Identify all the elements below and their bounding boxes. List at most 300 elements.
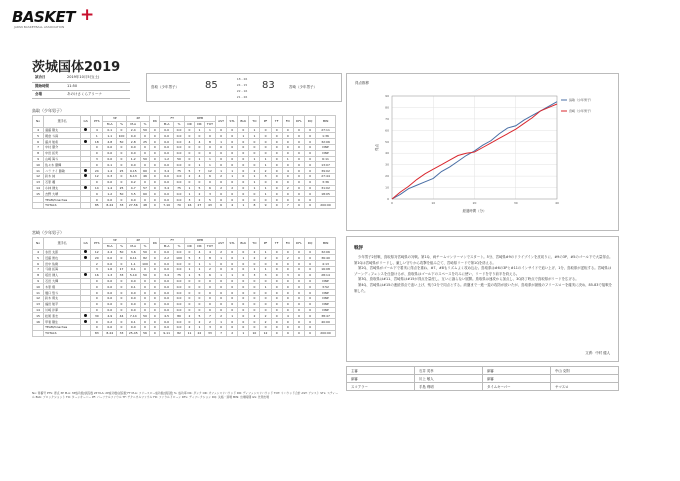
cell-or: 0 (185, 278, 195, 284)
cell-dk: 0 (150, 330, 160, 336)
cell-stl: 0 (227, 144, 238, 150)
cell-or: 0 (185, 284, 195, 290)
official-name: 手島 利明 (415, 383, 483, 391)
cell-tot: 0 (204, 307, 215, 313)
cell-no (33, 330, 44, 336)
cell-ast: 0 (215, 162, 226, 168)
cell-dq: 0 (304, 139, 315, 145)
commentary-paragraph: 少年男子2回戦、鳥取県対宮崎県の対戦。第1Q、両チームマンツーマンでスタート。5分、宮崎県#9のドライブインを皮切りに、#9の3P、#5のゴール下で大量得点。第1Qは宮崎県がリードし、厳しい守りから攻撃を組み立て、宮崎県リードで第1Qを終える。 (354, 255, 613, 265)
cell-dfl: 0 (293, 319, 304, 325)
cell-no: 11 (33, 290, 44, 296)
y-tick-label: 70 (385, 116, 389, 121)
cell-fd: 2 (282, 185, 293, 191)
cell-or: 0 (185, 290, 195, 296)
cell-to: 0 (249, 144, 260, 150)
cell-g2p: 25 (140, 139, 150, 145)
cell-dk: 0 (150, 290, 160, 296)
cell-tot: 33 (204, 330, 215, 336)
cell-pts: 0 (91, 284, 103, 290)
col-dfl: DFL (293, 116, 304, 128)
cell-tot: 8 (204, 255, 215, 261)
cell-dr: 3 (194, 255, 204, 261)
cell-dk: 0 (150, 133, 160, 139)
cell-ast: 0 (215, 197, 226, 203)
cell-stl: 2 (227, 330, 238, 336)
cell-to: 0 (249, 307, 260, 313)
col-3p-ma: M-A (103, 243, 117, 249)
cell-g3: 0-0 (103, 290, 117, 296)
cell-pts: 0 (91, 197, 103, 203)
cell-blk: 0 (238, 197, 249, 203)
cell-dfl: 0 (293, 301, 304, 307)
cell-dfl: 0 (293, 202, 304, 208)
col-2p-ma: M-A (126, 121, 140, 127)
cell-pf: 1 (260, 249, 271, 255)
cell-stl: 0 (227, 133, 238, 139)
col-or: OR (185, 243, 195, 249)
cell-pts: 16 (91, 272, 103, 278)
cell-g3p: 0 (117, 127, 127, 133)
cell-tot: 43 (204, 202, 215, 208)
officials-table (346, 366, 619, 391)
cell-blk: 0 (238, 261, 249, 267)
cell-or: 0 (185, 179, 195, 185)
cell-no: 7 (33, 266, 44, 272)
cell-fd: 4 (282, 168, 293, 174)
cell-ft: 0-0 (160, 249, 174, 255)
cell-pf: 1 (260, 191, 271, 197)
cell-g3p: 0 (117, 307, 127, 313)
cell-ft: 0-0 (160, 197, 174, 203)
cell-fd: 0 (282, 179, 293, 185)
cell-g3: 0-0 (103, 144, 117, 150)
cell-ast: 0 (215, 290, 226, 296)
cell-fd: 0 (282, 173, 293, 179)
cell-or: 3 (185, 197, 195, 203)
x-tick-label: 40 (555, 201, 559, 205)
cell-dfl: 0 (293, 185, 304, 191)
logo-subtitle: JAPAN BASKETBALL ASSOCIATION (14, 25, 65, 29)
cell-pts: 2 (91, 261, 103, 267)
cell-dq: 0 (304, 272, 315, 278)
cell-tf: 0 (271, 144, 282, 150)
cell-dr: 0 (194, 179, 204, 185)
cell-pts: 24 (91, 168, 103, 174)
cell-dfl: 0 (293, 179, 304, 185)
cell-ft: 0-0 (160, 150, 174, 156)
cell-min: 32:06 (316, 249, 336, 255)
cell-player-name: 福田 航平 (44, 301, 81, 307)
cell-blk: 0 (238, 301, 249, 307)
cell-g2: 0-0 (126, 162, 140, 168)
cell-stl: 1 (227, 313, 238, 319)
cell-tot: 0 (204, 278, 215, 284)
cell-blk: 0 (238, 144, 249, 150)
cell-min: DNP (316, 144, 336, 150)
cell-g2: 0-0 (126, 301, 140, 307)
cell-g2: 0-1 (126, 284, 140, 290)
official-name: 中山 克則 (551, 367, 619, 375)
cell-g2p: 0 (140, 133, 150, 139)
cell-stl: 0 (227, 261, 238, 267)
y-tick-label: 10 (385, 185, 389, 190)
cell-to: 1 (249, 173, 260, 179)
cell-tot: 7 (204, 313, 215, 319)
col-dq: DQ (304, 238, 315, 250)
cell-pf: 0 (260, 261, 271, 267)
cell-g2: 27-56 (126, 202, 140, 208)
cell-fd: 0 (282, 150, 293, 156)
official-role: 主審 (347, 367, 415, 375)
cell-to: 0 (249, 324, 260, 330)
cell-min: 13:07 (316, 162, 336, 168)
cell-ftp: 0.0 (173, 249, 184, 255)
cell-or: 0 (185, 150, 195, 156)
cell-tot: 3 (204, 191, 215, 197)
cell-tf: 0 (271, 284, 282, 290)
cell-tf: 0 (271, 133, 282, 139)
cell-fd: 0 (282, 162, 293, 168)
commentary-paragraph: 第4Q、宮崎県は#15の連続得点で追い上げ、残り2分で同点とする。終盤まで一進一退の攻防が続いたが、鳥取県が最後のフリースローを確実に決め、85-83で接戦を制した。 (354, 282, 612, 293)
cell-ft: 0-0 (160, 127, 174, 133)
cell-g2p: 0 (140, 324, 150, 330)
cell-dr: 0 (194, 295, 204, 301)
cell-ftp: 0.0 (173, 290, 184, 296)
cell-dq: 0 (304, 197, 315, 203)
y-tick-label: 0 (387, 197, 389, 201)
cell-min: 38:47 (316, 313, 336, 319)
cell-min: DNP (316, 290, 336, 296)
info-key: 開始時間 (32, 82, 64, 90)
cell-dfl: 0 (293, 324, 304, 330)
cell-min: 27:44 (316, 173, 336, 179)
cell-dk: 0 (150, 144, 160, 150)
cell-player-name: 石原 颯 (44, 179, 81, 185)
cell-g3: 0-0 (103, 278, 117, 284)
game-info-table (32, 74, 130, 99)
cell-dfl: 0 (293, 261, 304, 267)
cell-ft: 0-0 (160, 301, 174, 307)
cell-ast: 0 (215, 295, 226, 301)
cell-blk: 0 (238, 272, 249, 278)
cell-dr: 0 (194, 284, 204, 290)
cell-fd: 0 (282, 319, 293, 325)
cell-dr: 27 (194, 202, 204, 208)
cell-dfl: 0 (293, 290, 304, 296)
cell-g2p: 0 (140, 319, 150, 325)
cell-g2p: 50 (140, 249, 150, 255)
cell-pf: 2 (260, 319, 271, 325)
col-stl: STL (227, 238, 238, 250)
cell-dr: 0 (194, 307, 204, 313)
cell-dk: 0 (150, 295, 160, 301)
info-value: 2019年10月5日(土) (64, 74, 130, 82)
cell-dfl: 0 (293, 284, 304, 290)
cell-player-name: 堀口 悠斗 (44, 290, 81, 296)
col-3p-pct: % (117, 243, 127, 249)
cell-pf: 1 (260, 284, 271, 290)
cell-or: 5 (185, 255, 195, 261)
cell-g3: 0-0 (103, 324, 117, 330)
cell-or: 11 (185, 330, 195, 336)
cell-tot: 0 (204, 133, 215, 139)
cell-dr: 1 (194, 156, 204, 162)
cell-ast: 0 (215, 144, 226, 150)
cell-dr: 0 (194, 150, 204, 156)
cell-ft: 0-0 (160, 133, 174, 139)
cell-stl: 0 (227, 284, 238, 290)
commentary-author: 文責：中村 健人 (585, 351, 610, 355)
cell-gs (81, 330, 91, 336)
col-fd: FD (282, 116, 293, 128)
col-dfl: DFL (293, 238, 304, 250)
cell-ast: 0 (215, 191, 226, 197)
cell-min: 16:08 (316, 266, 336, 272)
cell-pts: 4 (91, 127, 103, 133)
col-or: OR (185, 121, 195, 127)
cell-g3: 0-0 (103, 197, 117, 203)
cell-ftp: 0.0 (173, 197, 184, 203)
cell-stl: 0 (227, 295, 238, 301)
cell-tot: 2 (204, 266, 215, 272)
cell-dk: 0 (150, 249, 160, 255)
cell-g2: 5-10 (126, 272, 140, 278)
cell-to: 2 (249, 249, 260, 255)
cell-g3: 0-0 (103, 255, 117, 261)
cell-no: 10 (33, 284, 44, 290)
cell-g2p: 0 (140, 301, 150, 307)
cell-pf: 0 (260, 197, 271, 203)
officials-row (347, 383, 619, 391)
cell-stl: 1 (227, 173, 238, 179)
info-value: 11:50 (64, 82, 130, 90)
cell-tot: 12 (204, 168, 215, 174)
cell-dq: 0 (304, 307, 315, 313)
cell-stl: 0 (227, 139, 238, 145)
x-tick-label: 0 (391, 201, 393, 205)
cell-dr: 4 (194, 249, 204, 255)
cell-tf: 0 (271, 185, 282, 191)
cell-blk: 0 (238, 191, 249, 197)
cell-to: 0 (249, 197, 260, 203)
quarter-score-1: 18 - 26 (236, 77, 248, 81)
cell-fd: 0 (282, 139, 293, 145)
cell-ft: 3-4 (160, 272, 174, 278)
cell-pts: 12 (91, 173, 103, 179)
cell-dk: 0 (150, 191, 160, 197)
cell-blk: 0 (238, 324, 249, 330)
cell-ft: 2-2 (160, 255, 174, 261)
cell-dk: 0 (150, 139, 160, 145)
cell-min: 3:52 (316, 284, 336, 290)
cell-dk: 0 (150, 162, 160, 168)
cell-ast: 0 (215, 150, 226, 156)
cell-tf: 0 (271, 278, 282, 284)
cell-dfl: 0 (293, 133, 304, 139)
cell-dk: 0 (150, 313, 160, 319)
cell-g2p: 0 (140, 278, 150, 284)
col-tot: TOT (204, 243, 215, 249)
cell-ast: 0 (215, 324, 226, 330)
col-ft: FT (160, 238, 185, 244)
cell-ft: 0-0 (160, 284, 174, 290)
cell-blk: 1 (238, 330, 249, 336)
cell-pf: 0 (260, 179, 271, 185)
cell-fd: 0 (282, 324, 293, 330)
cell-dk: 0 (150, 319, 160, 325)
cell-g2p: 82 (140, 255, 150, 261)
cell-g2p: 57 (140, 185, 150, 191)
col-pf: PF (260, 116, 271, 128)
cell-to: 0 (249, 150, 260, 156)
cell-fd: 0 (282, 133, 293, 139)
cell-g2: 0-0 (126, 324, 140, 330)
cell-dq: 0 (304, 191, 315, 197)
cell-player-name: 石田 大輝 (44, 278, 81, 284)
cell-g3: 2-4 (103, 249, 117, 255)
cell-ft: 0-0 (160, 179, 174, 185)
cell-g3: 4-8 (103, 139, 117, 145)
cell-g3p: 17 (117, 266, 127, 272)
cell-dk: 0 (150, 179, 160, 185)
cell-dq: 0 (304, 324, 315, 330)
info-key: 会場 (32, 90, 64, 98)
cell-g3: 4-9 (103, 313, 117, 319)
cell-ftp: 0.0 (173, 179, 184, 185)
cell-dq: 0 (304, 319, 315, 325)
cell-blk: 0 (238, 168, 249, 174)
col-3p: 3P (103, 238, 126, 244)
cell-or: 4 (185, 139, 195, 145)
cell-ast: 0 (215, 179, 226, 185)
cell-stl: 1 (227, 272, 238, 278)
cell-pts: 0 (91, 301, 103, 307)
starter-dot-icon (84, 320, 87, 323)
cell-g3p: 25 (117, 185, 127, 191)
cell-g3p: 0 (117, 156, 127, 162)
cell-tf: 0 (271, 150, 282, 156)
col-min: MIN (316, 116, 336, 128)
cell-g3p: 0 (117, 319, 127, 325)
cell-to: 0 (249, 290, 260, 296)
cell-stl: 0 (227, 278, 238, 284)
cell-tot: 0 (204, 144, 215, 150)
cell-dq: 0 (304, 330, 315, 336)
cell-ft: 1-2 (160, 156, 174, 162)
x-tick-label: 10 (431, 201, 436, 205)
x-axis-label: 経過時間（分） (462, 209, 487, 213)
cell-dk: 0 (150, 127, 160, 133)
cell-no: 6 (33, 261, 44, 267)
cell-ast: 1 (215, 255, 226, 261)
cell-player-name: TEAM/Coaches (44, 197, 81, 203)
cell-no: 9 (33, 278, 44, 284)
cell-player-name: 松尾 泰志 (44, 313, 81, 319)
cell-to: 2 (249, 255, 260, 261)
cell-tf: 0 (271, 255, 282, 261)
cell-tf: 0 (271, 330, 282, 336)
cell-pts: 20 (91, 255, 103, 261)
score-summary (146, 73, 342, 102)
cell-blk: 0 (238, 295, 249, 301)
y-tick-label: 90 (385, 94, 389, 98)
cell-pf: 9 (260, 202, 271, 208)
official-name: 石井 英孝 (415, 367, 483, 375)
official-name: ヤマスロ (551, 383, 619, 391)
official-name: 川上 敏人 (415, 375, 483, 383)
cell-dfl: 0 (293, 295, 304, 301)
cell-ftp: 0.0 (173, 139, 184, 145)
cell-dfl: 0 (293, 162, 304, 168)
cell-g3: 0-3 (103, 173, 117, 179)
cell-pf: 0 (260, 290, 271, 296)
official-name (551, 375, 619, 383)
cell-g2p: 0 (140, 284, 150, 290)
cell-ft: 0-0 (160, 144, 174, 150)
cell-ft: 9-11 (160, 330, 174, 336)
cell-dq: 0 (304, 150, 315, 156)
cell-min: 4:13 (316, 261, 336, 267)
col-3p-ma: M-A (103, 121, 117, 127)
cell-or: 1 (185, 191, 195, 197)
cell-g2: 1-2 (126, 156, 140, 162)
cell-ast: 2 (215, 185, 226, 191)
info-row-time (32, 82, 130, 90)
cell-g2: 0-0 (126, 307, 140, 313)
cell-g3: 1-6 (103, 266, 117, 272)
cell-tf: 0 (271, 162, 282, 168)
cell-blk: 0 (238, 139, 249, 145)
cell-dq: 0 (304, 133, 315, 139)
cell-dq: 0 (304, 278, 315, 284)
cell-dr: 0 (194, 278, 204, 284)
cell-dk: 0 (150, 261, 160, 267)
cell-ftp: 0.0 (173, 127, 184, 133)
cell-g2: 0-0 (126, 278, 140, 284)
cell-fd: 0 (282, 295, 293, 301)
home-score: 85 (205, 80, 218, 91)
cell-ft: 0-0 (160, 307, 174, 313)
cell-gs (81, 202, 91, 208)
col-dk: DK (150, 238, 160, 250)
cell-blk: 0 (238, 249, 249, 255)
col-player: 選手名 (44, 116, 81, 128)
cell-g2p: 0 (140, 144, 150, 150)
cell-pf: 2 (260, 255, 271, 261)
cell-no: 12 (33, 173, 44, 179)
cell-ast: 2 (215, 313, 226, 319)
cell-to: 1 (249, 185, 260, 191)
y-axis-label: 得点 (375, 144, 379, 151)
cell-ast: 0 (215, 284, 226, 290)
cell-min: 1:36 (316, 133, 336, 139)
cell-dq: 0 (304, 127, 315, 133)
cell-g2: 2-8 (126, 139, 140, 145)
col-tot: TOT (204, 121, 215, 127)
cell-player-name: 坂田 健人 (44, 272, 81, 278)
cell-dr: 2 (194, 197, 204, 203)
cell-ast: 0 (215, 301, 226, 307)
y-tick-label: 30 (385, 162, 389, 167)
cell-pts: 30 (91, 313, 103, 319)
info-value: あのけさくらアリーナ (64, 90, 130, 98)
cell-ftp: 80 (173, 313, 184, 319)
cell-tot: 0 (204, 179, 215, 185)
cell-pts: 0 (91, 307, 103, 313)
cell-g3p: 0 (117, 255, 127, 261)
cell-ftp: 75 (173, 185, 184, 191)
cell-ftp: 75 (173, 168, 184, 174)
